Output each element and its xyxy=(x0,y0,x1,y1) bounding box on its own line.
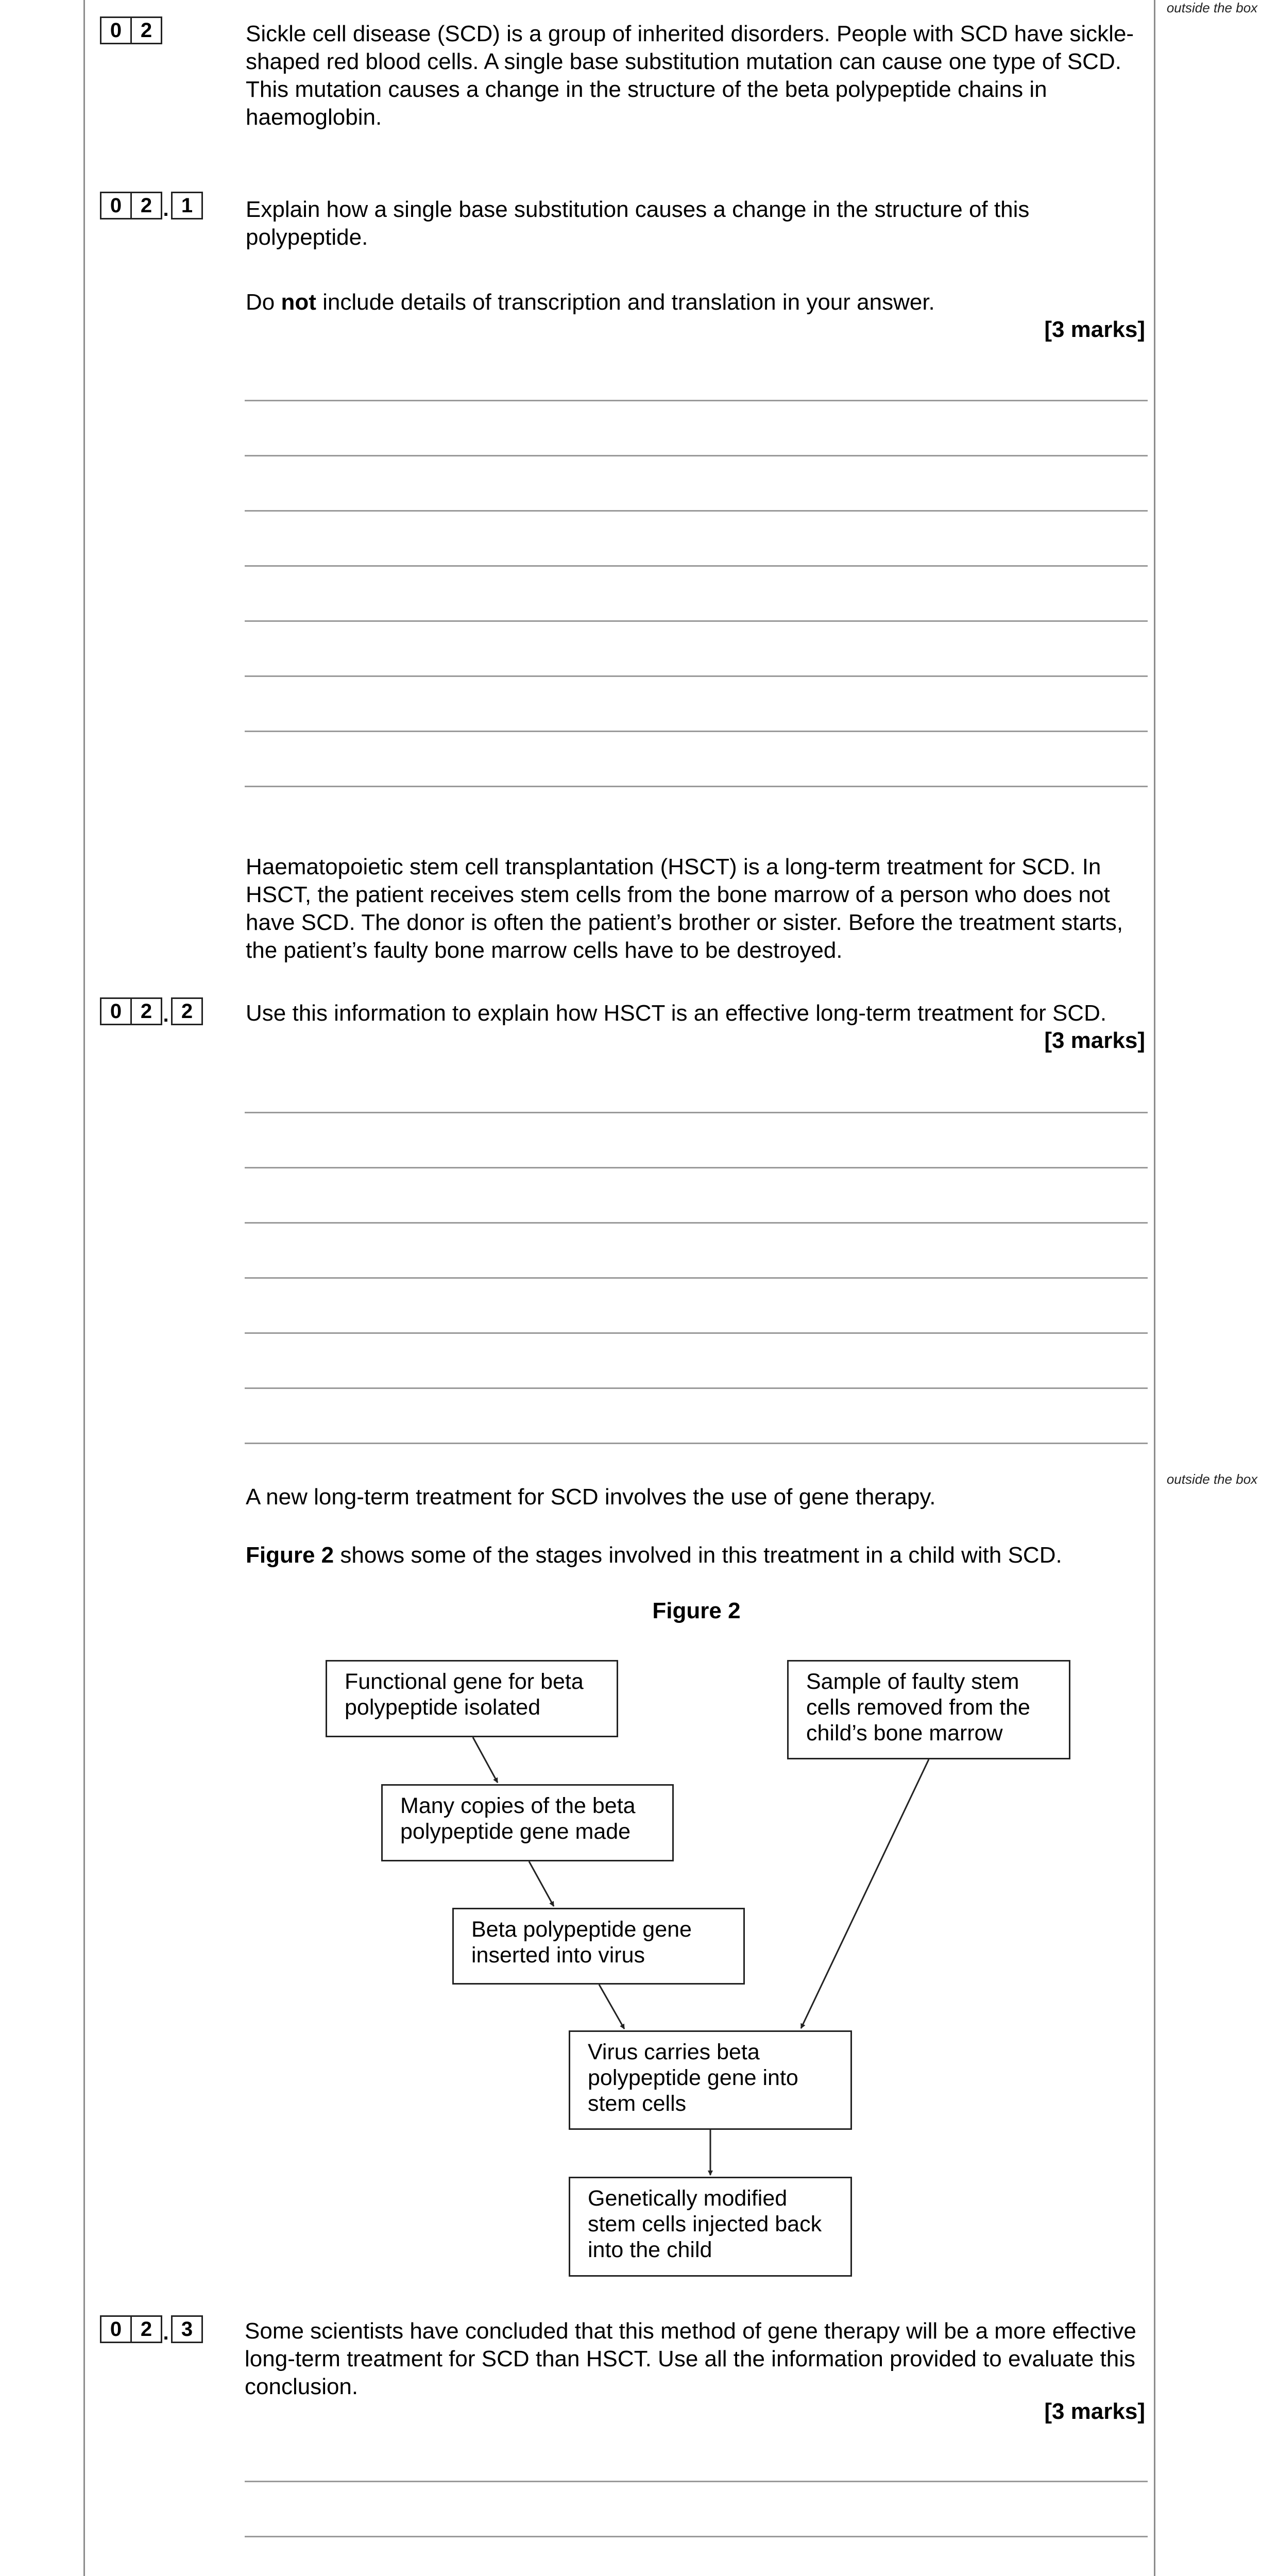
question-02-2-text: Use this information to explain how HSCT is an effective long-term treatment for SCD. xyxy=(246,1001,1107,1026)
figure-box-gene-inserted: Beta polypeptide gene inserted into virus xyxy=(452,1908,745,1985)
figure-title: Figure 2 xyxy=(652,1598,741,1623)
answer-line[interactable] xyxy=(245,2481,1148,2482)
question-digit-box: 0 xyxy=(100,2315,132,2343)
note-emphasis: not xyxy=(281,290,316,315)
question-digit-box: 2 xyxy=(130,16,162,44)
answer-line[interactable] xyxy=(245,2536,1148,2537)
note-suffix: include details of transcription and translation in your answer. xyxy=(316,290,935,315)
question-dot: . xyxy=(163,2321,169,2344)
question-digit-box: 0 xyxy=(100,997,132,1025)
figure-box-cells-injected: Genetically modified stem cells injected back into the child xyxy=(569,2177,852,2277)
question-digit-box: 2 xyxy=(130,192,162,219)
margin-note-top: outside the box xyxy=(1166,0,1258,15)
question-02-intro: Sickle cell disease (SCD) is a group of inherited disorders. People with SCD have sickle-shaped red blood cells. A single base substitution mutation can cause one type of SCD. This mutation causes a change in the structure of the beta polypeptide chains in haemoglobin. xyxy=(246,21,1134,130)
question-02-3-marks: [3 marks] xyxy=(1044,2399,1145,2424)
figure-box-gene-copies: Many copies of the beta polypeptide gene made xyxy=(381,1784,674,1861)
arrow-isolated-to-copies xyxy=(473,1737,498,1783)
question-digit-box: 0 xyxy=(100,192,132,219)
figure-reference-rest: shows some of the stages involved in this treatment in a child with SCD. xyxy=(334,1543,1062,1568)
margin-note-middle: outside the box xyxy=(1166,1471,1258,1487)
gene-therapy-intro: A new long-term treatment for SCD involves the use of gene therapy. xyxy=(246,1484,936,1510)
question-dot: . xyxy=(163,1004,169,1026)
question-digit-box: 2 xyxy=(130,2315,162,2343)
question-02-2-marks: [3 marks] xyxy=(1044,1028,1145,1053)
question-number-02-3 xyxy=(100,2315,201,2343)
question-digit-box: 1 xyxy=(171,192,203,219)
arrow-sample-to-carries xyxy=(801,1759,929,2028)
arrow-inserted-to-carries xyxy=(599,1985,624,2029)
figure-box-virus-carries: Virus carries beta polypeptide gene into stem cells xyxy=(569,2030,852,2130)
question-digit-box: 2 xyxy=(171,997,203,1025)
figure-reference-bold: Figure 2 xyxy=(246,1543,334,1568)
question-02-1-text: Explain how a single base substitution causes a change in the structure of this polypeptide. xyxy=(246,197,1030,250)
hsct-information: Haematopoietic stem cell transplantation (HSCT) is a long-term treatment for SCD. In HSCT, the patient receives stem cells from the bone marrow of a person who does not have SCD. The donor is often the patient’s brother or sister. Before the treatment starts, the patient’s faulty bone marrow cells have to be destroyed. xyxy=(246,854,1123,963)
figure-box-gene-isolated: Functional gene for beta polypeptide isolated xyxy=(326,1660,618,1737)
note-prefix: Do xyxy=(246,290,281,315)
figure-box-stem-cell-sample: Sample of faulty stem cells removed from the child’s bone marrow xyxy=(787,1660,1070,1759)
question-digit-box: 2 xyxy=(130,997,162,1025)
question-02-3-text: Some scientists have concluded that this method of gene therapy will be a more effective long-term treatment for SCD than HSCT. Use all the information provided to evaluate this conclusion. xyxy=(245,2318,1136,2399)
question-dot: . xyxy=(163,198,169,221)
question-02-1-marks: [3 marks] xyxy=(1044,317,1145,342)
arrow-copies-to-inserted xyxy=(529,1861,554,1906)
question-digit-box: 3 xyxy=(171,2315,203,2343)
question-digit-box: 0 xyxy=(100,16,132,44)
